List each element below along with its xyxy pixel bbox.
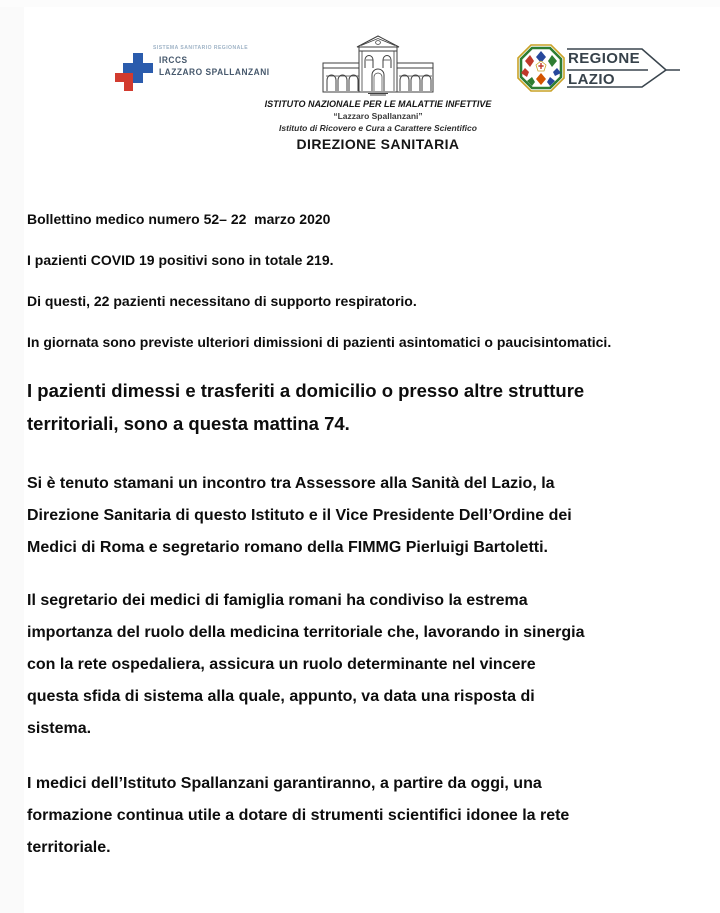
- lazio-label: LAZIO: [568, 71, 615, 88]
- paragraph-training: [27, 768, 707, 864]
- institute-name-line: ISTITUTO NAZIONALE PER LE MALATTIE INFETTIVE: [264, 99, 492, 109]
- paragraph-line: Il segretario dei medici di famiglia romani ha condiviso la estrema: [27, 592, 528, 609]
- regione-label: REGIONE: [568, 50, 640, 67]
- paragraph-line: con la rete ospedaliera, assicura un ruolo determinante nel vincere: [27, 656, 536, 673]
- bulletin-discharges-line: In giornata sono previste ulteriori dimissioni di pazienti asintomatici o paucisintomatici.: [27, 334, 612, 350]
- institute-logo: [248, 32, 508, 152]
- highlight-line: territoriali, sono a questa mattina 74.: [27, 413, 350, 434]
- scan-edge: [0, 0, 720, 7]
- regione-lazio-logo: [517, 44, 687, 94]
- institute-subtitle-line: Istituto di Ricovero e Cura a Carattere Scientifico: [279, 123, 477, 133]
- ssr-small-label: SISTEMA SANITARIO REGIONALE: [153, 45, 249, 51]
- direzione-sanitaria-label: DIREZIONE SANITARIA: [296, 136, 460, 152]
- highlight-line: I pazienti dimessi e trasferiti a domicilio o presso altre strutture: [27, 380, 585, 401]
- institute-eponym-line: “Lazzaro Spallanzani”: [333, 111, 423, 121]
- scan-edge: [0, 0, 24, 913]
- paragraph-line: Direzione Sanitaria di questo Istituto e il Vice Presidente Dell’Ordine dei: [27, 507, 572, 524]
- paragraph-line: I medici dell’Istituto Spallanzani garantiranno, a partire da oggi, una: [27, 775, 542, 792]
- paragraph-line: questa sfida di sistema alla quale, appunto, va data una risposta di: [27, 688, 535, 705]
- paragraph-line: importanza del ruolo della medicina territoriale che, lavorando in sinergia: [27, 624, 585, 641]
- bulletin-title-line: Bollettino medico numero 52– 22 marzo 2020: [27, 211, 331, 227]
- paragraph-line: Medici di Roma e segretario romano della FIMMG Pierluigi Bartoletti.: [27, 539, 548, 556]
- ssr-irccs-logo: [113, 42, 270, 102]
- bulletin-body: [27, 199, 707, 864]
- irccs-name: LAZZARO SPALLANZANI: [159, 67, 270, 78]
- regione-lazio-emblem-icon: [517, 44, 565, 92]
- paragraph-line: sistema.: [27, 720, 92, 737]
- bulletin-respiratory-line: Di questi, 22 pazienti necessitano di supporto respiratorio.: [27, 293, 417, 309]
- paragraph-line: territoriale.: [27, 839, 111, 856]
- irccs-label: IRCCS: [159, 55, 188, 66]
- bulletin-highlight: [27, 374, 707, 440]
- ssr-cross-icon: [113, 53, 155, 95]
- paragraph-line: formazione continua utile a dotare di strumenti scientifici idonee la rete: [27, 807, 570, 824]
- paragraph-territorial-medicine: [27, 585, 707, 745]
- paragraph-meeting: [27, 468, 707, 564]
- bulletin-intro: [27, 199, 707, 363]
- paragraph-line: Si è tenuto stamani un incontro tra Assessore alla Sanità del Lazio, la: [27, 475, 555, 492]
- bulletin-total-positive-line: I pazienti COVID 19 positivi sono in totale 219.: [27, 252, 334, 268]
- institute-building-icon: [321, 33, 435, 96]
